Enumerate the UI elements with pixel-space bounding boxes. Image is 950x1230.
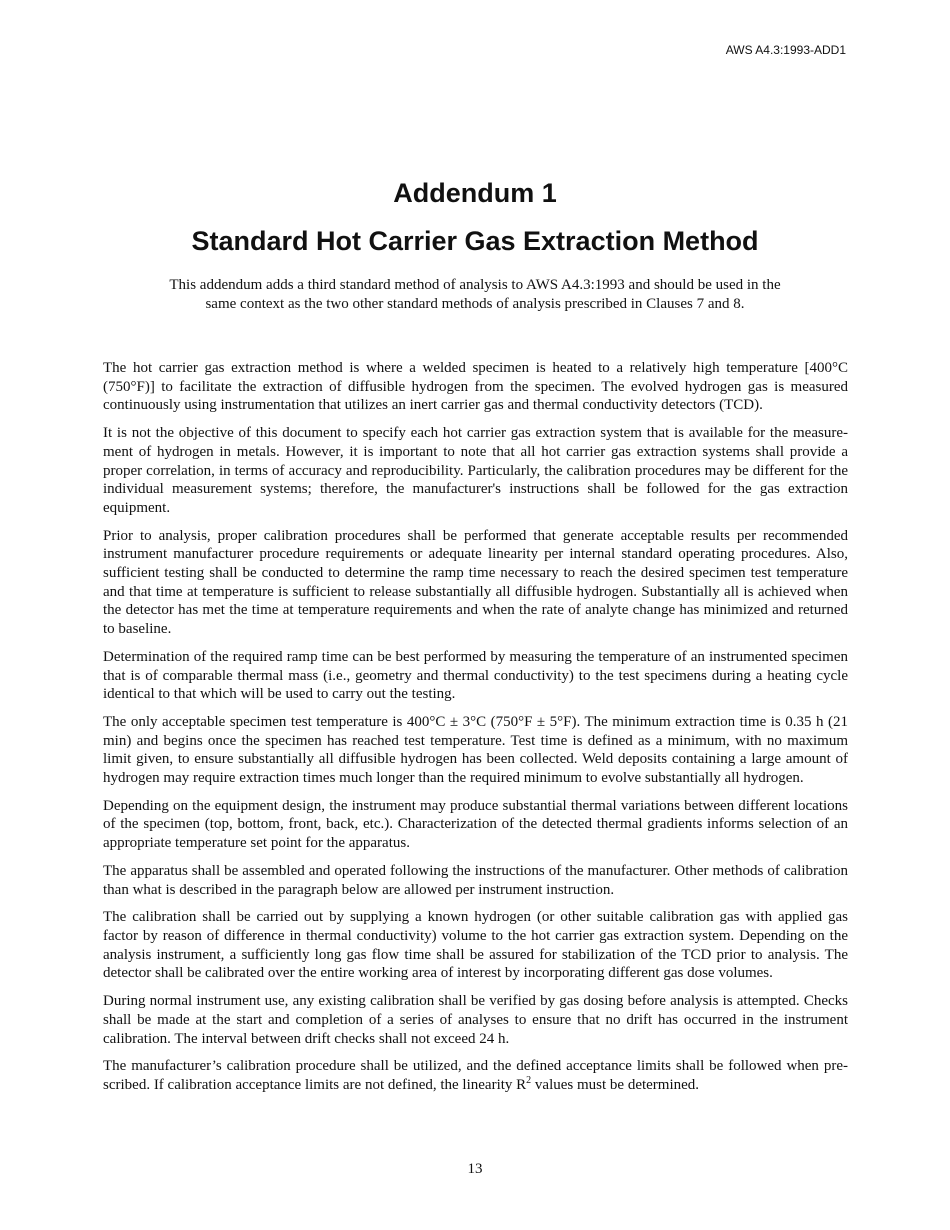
paragraph-ramp-time: Determination of the required ramp time can be best performed by measuring the temperature of an instrumented specimen that is of comparable thermal mass (i.e., geometry and thermal conductivity) to the test specimens during a heating cycle identical to that which will be used to carry out the testing.: [103, 648, 848, 703]
paragraph-drift-checks: During normal instrument use, any existing calibration shall be verified by gas dosing before analysis is attempted. Checks shall be made at the start and completion of a series of analyses to ensure that no drift has occurred in the instrument calibration. The interval between drift checks shall not exceed 24 h.: [103, 993, 848, 1047]
page-title: Standard Hot Carrier Gas Extraction Method: [191, 226, 759, 256]
paragraph-objective: It is not the objective of this document to specify each hot carrier gas extraction system that is available for the measurement of hydrogen in metals. However, it is important to note that all hot carrier gas extraction systems shall provide a proper correlation, in terms of accuracy and reproducibility. Particularly, the calibration procedures may be different for the individual measurement systems; therefore, the manufacturer's instructions shall be followed for the gas extraction equipment.: [103, 425, 848, 516]
paragraph-acceptance-limits: [103, 1057, 848, 1094]
page-number: 13: [467, 1161, 483, 1177]
intro-paragraph: This addendum adds a third standard method of analysis to AWS A4.3:1993 and should be used in the same context as the two other standard methods of analysis prescribed in Clauses 7 and 8.: [169, 277, 781, 312]
paragraph-method-overview: The hot carrier gas extraction method is where a welded specimen is heated to a relatively high temperature [400°C (750°F)] to facilitate the extraction of diffusible hydrogen from the specimen. The evolved hydrogen gas is measured continuously using instrumentation that utilizes an inert carrier gas and thermal conductivity detectors (TCD).: [103, 360, 848, 414]
paragraph-test-temperature: The only acceptable specimen test temperature is 400°C ± 3°C (750°F ± 5°F). The minimum extraction time is 0.35 h (21 min) and begins once the specimen has reached test temperature. Test time is defined as a minimum, with no maximum limit given, to ensure substantially all diffusible hydrogen has been collected. Weld deposits containing a large amount of hydrogen may require extraction times much longer than the required minimum to evolve substantially all hydrogen.: [103, 713, 848, 787]
paragraph-calibration: The calibration shall be carried out by supplying a known hydrogen (or other suitable calibration gas with applied gas factor by reason of difference in thermal conductivity) volume to the hot carrier gas extraction system. Depending on the analysis instrument, a sufficiently long gas flow time shall be assured for stabilization of the TCD prior to analysis. The detector shall be calibrated over the entire working area of interest by incorporating different gas dose volumes.: [103, 909, 848, 982]
paragraph-apparatus: The apparatus shall be assembled and operated following the instructions of the manufacturer. Other methods of calibration than what is described in the paragraph below are allowed per instrument instruction.: [103, 862, 848, 898]
acceptance-text-end: values must be determined.: [531, 1076, 700, 1093]
paragraph-thermal-variations: Depending on the equipment design, the instrument may produce substantial thermal variations between different locations of the specimen (top, bottom, front, back, etc.). Characterization of the detected thermal gradients informs selection of an appropriate temperature set point for the apparatus.: [103, 797, 848, 852]
paragraph-prior-to-analysis: Prior to analysis, proper calibration procedures shall be performed that generate acceptable results per recommended instrument manufacturer procedure requirements or adequate linearity per internal standard operating procedures. Also, sufficient testing shall be conducted to determine the ramp time necessary to reach the desired specimen test temperature and that time at temperature is sufficient to release substantially all diffusible hydrogen. Substantially all is achieved when the detector has met the time at temperature requirements and when the rate of analyte change has minimized and returned to baseline.: [103, 527, 848, 638]
superscript-2: 2: [526, 1074, 532, 1086]
body-text: [103, 359, 848, 1104]
document-code: AWS A4.3:1993-ADD1: [725, 43, 846, 57]
acceptance-text-start: The manufacturer’s calibration procedure shall be utilized, and the defined acceptance limits shall be followed when prescribed. If calibration acceptance limits are not defined, the linearity R: [103, 1058, 848, 1093]
addendum-label: Addendum 1: [393, 178, 557, 208]
